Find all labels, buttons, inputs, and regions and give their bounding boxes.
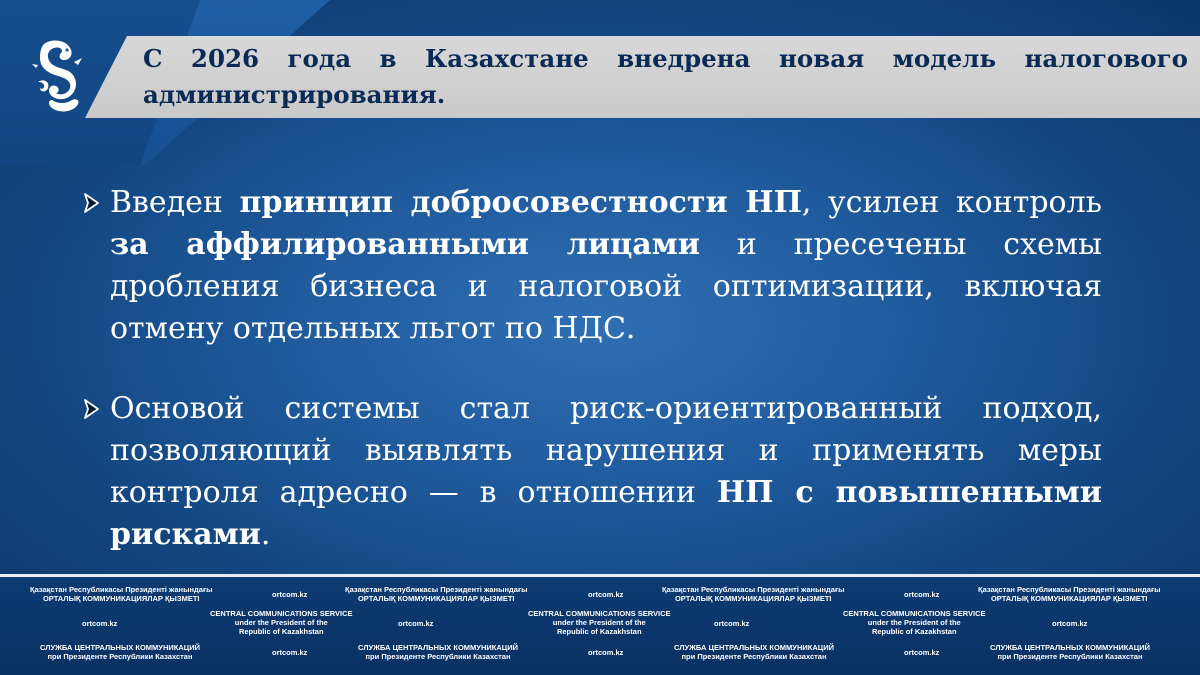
footer-ru-name — [674, 643, 834, 661]
footer-kz-name — [345, 585, 527, 603]
footer-en-name — [210, 609, 353, 636]
footer-kz-line2: ОРТАЛЫҚ КОММУНИКАЦИЯЛАР ҚЫЗМЕТІ — [674, 594, 832, 603]
footer-kz-name — [978, 585, 1160, 603]
arrow-bullet-icon — [80, 184, 106, 222]
footer-en-name — [528, 609, 671, 636]
footer-kz-line2: ОРТАЛЫҚ КОММУНИКАЦИЯЛАР ҚЫЗМЕТІ — [357, 594, 515, 603]
footer-site: ortcom.kz — [904, 590, 940, 599]
footer-watermark-band — [0, 577, 1200, 675]
footer-en-line1: CENTRAL COMMUNICATIONS SERVICE — [843, 609, 986, 618]
bullet-2-text-1: Основой системы стал риск-ориентированный подход, позволяющий выявлять нарушения и применять меры контроля адресно — в отношении — [110, 391, 1102, 510]
footer-en-line1: CENTRAL COMMUNICATIONS SERVICE — [528, 609, 671, 618]
footer-site: ortcom.kz — [272, 590, 308, 599]
footer-site: ortcom.kz — [588, 648, 624, 657]
slide-title: С 2026 года в Казахстане внедрена новая модель налогового администрирования. — [143, 44, 1188, 109]
footer-ru-line2: при Президенте Республики Казахстан — [681, 652, 827, 661]
bullet-1-text-2: , усилен контроль — [801, 185, 1102, 220]
bullet-list — [80, 182, 1102, 594]
footer-kz-name — [30, 585, 212, 603]
bullet-2-text-2: . — [260, 517, 271, 552]
footer-en-line1: CENTRAL COMMUNICATIONS SERVICE — [210, 609, 353, 618]
footer-kz-name — [662, 585, 844, 603]
arrow-bullet-icon — [80, 390, 106, 428]
footer-ru-line1: СЛУЖБА ЦЕНТРАЛЬНЫХ КОММУНИКАЦИЙ — [990, 643, 1151, 652]
footer-ru-name — [40, 643, 200, 661]
footer-en-line2: under the President of the — [867, 618, 961, 627]
snow-leopard-emblem-icon — [30, 38, 86, 118]
footer-site: ortcom.kz — [82, 619, 118, 628]
bullet-item-1 — [80, 182, 1102, 350]
bullet-1-text-1: Введен — [110, 185, 240, 220]
bullet-1-text-3: и пресечены схемы дробления бизнеса и налоговой оптимизации, включая отмену отдельных льгот по НДС. — [110, 227, 1102, 346]
bullet-item-2 — [80, 388, 1102, 556]
footer-ru-line1: СЛУЖБА ЦЕНТРАЛЬНЫХ КОММУНИКАЦИЙ — [674, 643, 835, 652]
bullet-1-bold-2: за аффилированными лицами — [110, 227, 701, 262]
footer-kz-line1: Қазақстан Республикасы Президенті жанындағы — [662, 585, 845, 594]
footer-ru-line1: СЛУЖБА ЦЕНТРАЛЬНЫХ КОММУНИКАЦИЙ — [358, 643, 519, 652]
footer-ru-line2: при Президенте Республики Казахстан — [997, 652, 1143, 661]
footer-ru-name — [358, 643, 518, 661]
footer-kz-line1: Қазақстан Республикасы Президенті жанындағы — [30, 585, 213, 594]
footer-en-line2: under the President of the — [234, 618, 328, 627]
bullet-2-bold-1: НП с повышенными рисками — [110, 475, 1103, 552]
footer-en-line3: Republic of Kazakhstan — [238, 627, 324, 636]
footer-site: ortcom.kz — [714, 619, 750, 628]
footer-ru-line2: при Президенте Республики Казахстан — [365, 652, 511, 661]
footer-en-line3: Republic of Kazakhstan — [871, 627, 957, 636]
footer-site: ortcom.kz — [588, 590, 624, 599]
footer-en-name — [843, 609, 986, 636]
footer-kz-line2: ОРТАЛЫҚ КОММУНИКАЦИЯЛАР ҚЫЗМЕТІ — [990, 594, 1148, 603]
bullet-1-bold-1: принцип добросовестности НП — [239, 185, 802, 220]
footer-kz-line1: Қазақстан Республикасы Президенті жанындағы — [978, 585, 1161, 594]
footer-ru-line2: при Президенте Республики Казахстан — [47, 652, 193, 661]
footer-kz-line2: ОРТАЛЫҚ КОММУНИКАЦИЯЛАР ҚЫЗМЕТІ — [42, 594, 200, 603]
footer-en-line2: under the President of the — [552, 618, 646, 627]
footer-kz-line1: Қазақстан Республикасы Президенті жанындағы — [345, 585, 528, 594]
footer-site: ortcom.kz — [1052, 619, 1088, 628]
footer-site: ortcom.kz — [398, 619, 434, 628]
footer-en-line3: Republic of Kazakhstan — [556, 627, 642, 636]
footer-ru-line1: СЛУЖБА ЦЕНТРАЛЬНЫХ КОММУНИКАЦИЙ — [40, 643, 201, 652]
footer-site: ortcom.kz — [272, 648, 308, 657]
footer-ru-name — [990, 643, 1150, 661]
footer-site: ortcom.kz — [904, 648, 940, 657]
